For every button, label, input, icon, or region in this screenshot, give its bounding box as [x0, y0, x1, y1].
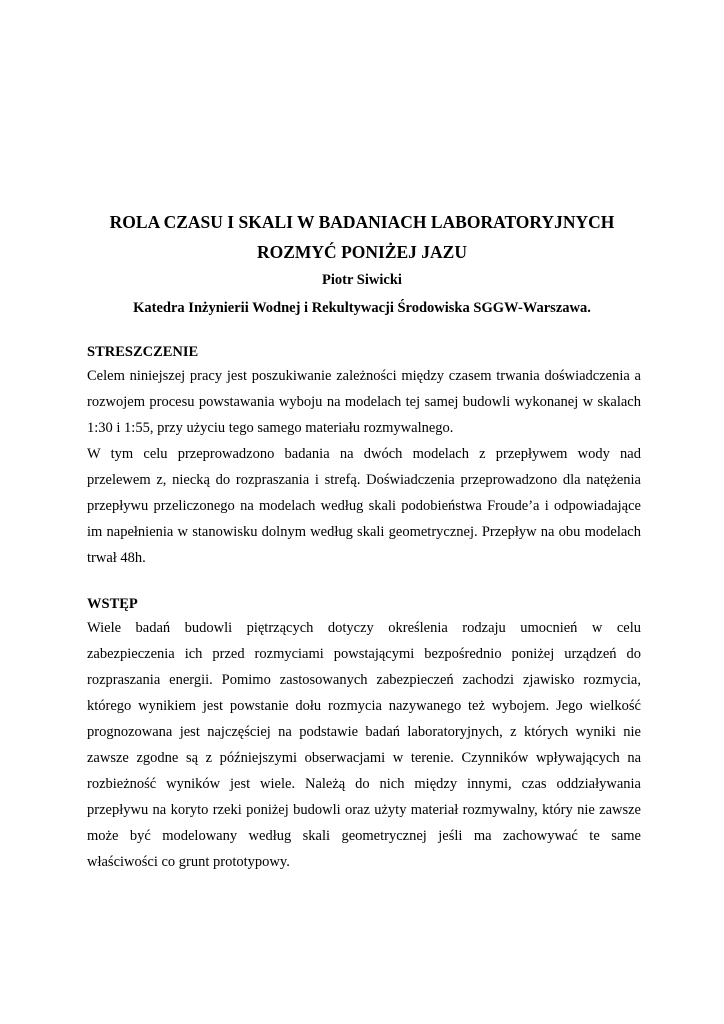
intro-body [87, 615, 641, 875]
abstract-line: przelewem z, niecką do rozpraszania i strefą. Doświadczenia przeprowadzono dla natężenia [87, 472, 641, 488]
intro-line: którego wynikiem jest powstanie dołu rozmycia nazywanego też wybojem. Jego wielkość [87, 698, 641, 714]
intro-line: właściwości co grunt prototypowy. [87, 854, 290, 870]
intro-line: rozpraszania energii. Pomimo zastosowanych zabezpieczeń zachodzi zjawisko rozmycia, [87, 672, 641, 688]
author-name: Piotr Siwicki [322, 272, 402, 288]
intro-line: może być modelowany według skali geometrycznej jeśli ma zachowywać te same [87, 828, 641, 844]
intro-heading: WSTĘP [87, 596, 138, 612]
intro-line: rozbieżność wyników jest wiele. Należą do nich między innymi, czas oddziaływania [87, 776, 641, 792]
abstract-line: rozwojem procesu powstawania wyboju na modelach tej samej budowli wykonanej w skalach [87, 394, 641, 410]
abstract-heading: STRESZCZENIE [87, 344, 199, 360]
abstract-line: Celem niniejszej pracy jest poszukiwanie zależności między czasem trwania doświadczenia a [87, 368, 641, 384]
intro-line: zawsze zgodne są z późniejszymi obserwacjami w terenie. Czynników wpływających na [87, 750, 641, 766]
abstract-line: przepływu przeliczonego na modelach według skali podobieństwa Froude’a i odpowiadające [87, 498, 641, 514]
intro-line: przepływu na koryto rzeki poniżej budowli oraz użyty materiał rozmywalny, który nie zawsze [87, 802, 641, 818]
abstract-line: trwał 48h. [87, 550, 146, 566]
abstract-line: W tym celu przeprowadzono badania na dwóch modelach z przepływem wody nad [87, 446, 641, 462]
author-affiliation: Katedra Inżynierii Wodnej i Rekultywacji Środowiska SGGW-Warszawa. [133, 300, 591, 316]
title-line-1: ROLA CZASU I SKALI W BADANIACH LABORATORYJNYCH [109, 212, 615, 232]
intro-line: zabezpieczenia ich przed rozmyciami powstającymi bezpośrednio poniżej urządzeń do [87, 646, 641, 662]
intro-line: prognozowana jest najczęściej na podstawie badań laboratoryjnych, z których wyniki nie [87, 724, 641, 740]
intro-line: Wiele badań budowli piętrzących dotyczy określenia rodzaju umocnień w celu [87, 620, 641, 636]
abstract-line: 1:30 i 1:55, przy użyciu tego samego materiału rozmywalnego. [87, 420, 454, 436]
title-line-2: ROZMYĆ PONIŻEJ JAZU [256, 242, 467, 262]
abstract-body [87, 363, 641, 571]
abstract-line: im napełnienia w stanowisku dolnym według skali geometrycznej. Przepływ na obu modelach [87, 524, 641, 540]
